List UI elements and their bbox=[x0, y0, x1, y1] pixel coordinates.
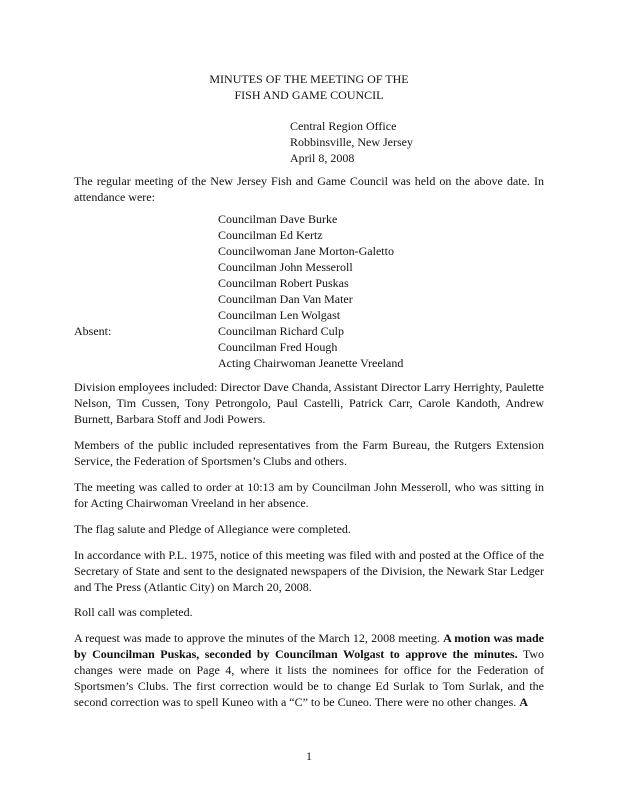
division-employees-paragraph: Division employees included: Director Dave Chanda, Assistant Director Larry Herrighty, Paulette Nelson, Tim Cussen, Tony Petrongolo, Paul Castelli, Patrick Carr, Carole Kandoth, Andrew Burnett, Barbara Stoff and Jodi Powers. bbox=[74, 380, 544, 426]
document-title-line-2: FISH AND GAME COUNCIL bbox=[234, 88, 384, 102]
public-notice-paragraph: In accordance with P.L. 1975, notice of this meeting was filed with and posted at the Office of the Secretary of State and sent to the designated newspapers of the Division, the Newark Star Ledger and The Press (Atlantic City) on March 20, 2008. bbox=[74, 548, 544, 594]
absent-item: Councilman Fred Hough bbox=[218, 340, 338, 354]
meeting-location-city: Robbinsville, New Jersey bbox=[290, 135, 413, 149]
attendee-item: Councilman Robert Puskas bbox=[218, 276, 349, 290]
minutes-motion-text: A motion was made by Councilman Puskas, seconded by Councilman Wolgast to approve the minutes. bbox=[74, 631, 544, 661]
intro-paragraph: The regular meeting of the New Jersey Fish and Game Council was held on the above date. In attendance were: bbox=[74, 174, 544, 204]
roll-call-paragraph: Roll call was completed. bbox=[74, 605, 193, 619]
flag-salute-paragraph: The flag salute and Pledge of Allegiance were completed. bbox=[74, 522, 351, 536]
meeting-date: April 8, 2008 bbox=[290, 151, 355, 165]
minutes-changes-text: Two changes were made on Page 4, where it lists the nominees for office for the Federation of Sportsmen’s Clubs. The first correction would be to change Ed Surlak to Tom Surlak, and the second correction was to spell Kuneo with a “C” to be Cuneo. There were no other changes. bbox=[74, 647, 544, 709]
document-title-line-1: MINUTES OF THE MEETING OF THE bbox=[209, 72, 409, 86]
meeting-location-office: Central Region Office bbox=[290, 119, 397, 133]
absent-item: Councilman Richard Culp bbox=[218, 324, 344, 338]
minutes-approval-paragraph bbox=[74, 630, 544, 710]
public-attendance-paragraph: Members of the public included representatives from the Farm Bureau, the Rutgers Extension Service, the Federation of Sportsmen’s Clubs and others. bbox=[74, 438, 544, 468]
attendee-item: Councilman John Messeroll bbox=[218, 260, 353, 274]
page-number: 1 bbox=[306, 749, 312, 763]
call-to-order-paragraph: The meeting was called to order at 10:13 am by Councilman John Messeroll, who was sitting in for Acting Chairwoman Vreeland in her absence. bbox=[74, 480, 544, 510]
attendee-item: Councilwoman Jane Morton-Galetto bbox=[218, 244, 394, 258]
absent-label: Absent: bbox=[74, 324, 112, 338]
minutes-continuation-text: A bbox=[519, 695, 528, 709]
attendee-item: Councilman Dave Burke bbox=[218, 212, 338, 226]
attendee-item: Councilman Len Wolgast bbox=[218, 308, 341, 322]
absent-item: Acting Chairwoman Jeanette Vreeland bbox=[218, 356, 404, 370]
attendee-item: Councilman Dan Van Mater bbox=[218, 292, 353, 306]
minutes-request-text: A request was made to approve the minutes of the March 12, 2008 meeting. bbox=[74, 631, 444, 645]
attendee-item: Councilman Ed Kertz bbox=[218, 228, 323, 242]
